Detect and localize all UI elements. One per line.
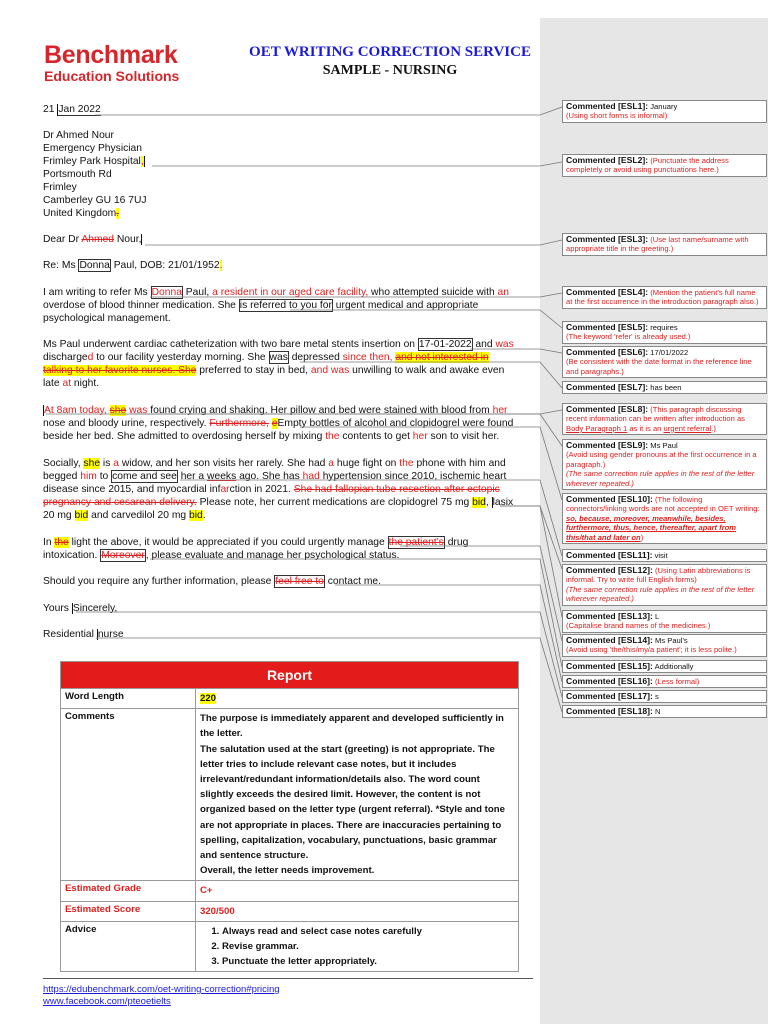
address-line: Portsmouth Rd	[43, 169, 112, 180]
comment-esl4[interactable]: Commented [ESL4]: (Mention the patient's full name at the first occurrence in the introduction paragraph also.)	[562, 286, 767, 309]
comment-esl17[interactable]: Commented [ESL17]: s	[562, 690, 767, 703]
paragraph-4: Socially, she is a widow, and her son visits her rarely. She had a huge fight on the phone with him and begged him to come and see her a weeks ago. She has had hypertension since 2010, ischemic heart disease since 2015, and myocardial infarction in 2021. She had fallopian tube resection after ectopic pregnancy and cesarean delivery. Please note, her current medications are clopidogrel 75 mg bid, lasix 20 mg bid and carvedilol 20 mg bid.	[43, 458, 514, 521]
comment-esl12[interactable]: Commented [ESL12]: (Using Latin abbreviations is informal. Try to write full English forms) (The same correction rule applies in the rest of the letter wherever repeated.)	[562, 564, 767, 606]
address-line: Frimley	[43, 182, 77, 193]
score-label: Estimated Score	[61, 902, 196, 921]
report-title: Report	[61, 662, 518, 688]
hospital-name: Frimley Park Hospital	[43, 156, 141, 167]
comment-esl5[interactable]: Commented [ESL5]: requires (The keyword 'refer' is already used.)	[562, 321, 767, 344]
comment-esl3[interactable]: Commented [ESL3]: (Use last name/surname with appropriate title in the greeting.)	[562, 233, 767, 256]
salut-suffix: Nour,	[113, 234, 142, 245]
strike-ahmed: Ahmed	[81, 234, 114, 245]
paragraph-6: Should you require any further information, please feel free to contact me.	[43, 576, 381, 587]
comment-esl13[interactable]: Commented [ESL13]: L (Capitalise brand names of the medicines.)	[562, 610, 767, 633]
comment-text: The purpose is immediately apparent and developed sufficiently in the letter.	[200, 713, 504, 740]
country: United Kingdom	[43, 208, 117, 219]
paragraph-2: Ms Paul underwent cardiac catheterization with two bare metal stents insertion on 17-01-2022 and was discharged to our facility yesterday morning. She was depressed since then, and not interested in talking to her favorite nurses. She preferred to stay in bed, and was unwilling to walk and awake even late at night.	[43, 339, 514, 389]
comment-esl16[interactable]: Commented [ESL16]: (Less formal)	[562, 675, 767, 688]
closing: Yours Sincerely,	[43, 603, 118, 614]
advice-item: 3. Punctuate the letter appropriately.	[222, 954, 514, 969]
paragraph-1: I am writing to refer Ms Donna Paul, a resident in our aged care facility, who attempted suicide with an overdose of blood thinner medication. She is referred to you for urgent medical and appropriate psychological management.	[43, 287, 510, 324]
address-line: Dr Ahmed Nour	[43, 130, 114, 141]
facebook-link[interactable]: www.facebook.com/pteoetielts	[43, 996, 171, 1007]
word-length-value: 220	[200, 693, 217, 704]
score-value: 320/500	[200, 905, 235, 917]
sample-title: SAMPLE - NURSING	[322, 63, 458, 78]
comment-esl7[interactable]: Commented [ESL7]: has been	[562, 381, 767, 394]
comment-esl14[interactable]: Commented [ESL14]: Ms Paul's (Avoid using 'the/this/my/a patient'; it is less polite.)	[562, 634, 767, 657]
paragraph-3: At 8am today, she was found crying and shaking. Her pillow and bed were stained with blood from her nose and bloody urine, respectively. Furthermore, eEmpty bottles of alcohol and clopidogrel were found beside her bed. She admitted to overdosing herself by mixing the contents to get her son to visit her.	[43, 405, 514, 442]
service-title: OET WRITING CORRECTION SERVICE	[249, 44, 531, 60]
comment-esl8[interactable]: Commented [ESL8]: (This paragraph discussing recent information can be written after introduction as Body Paragraph 1 as it is an urgent referral.)	[562, 403, 767, 435]
address-line: Camberley GU 16 7UJ	[43, 195, 147, 206]
comment-esl11[interactable]: Commented [ESL11]: visit	[562, 549, 767, 562]
date-day: 21	[43, 104, 58, 115]
date-month[interactable]: Jan 2022	[58, 104, 101, 115]
comment-esl1[interactable]: Commented [ESL1]: January (Using short forms is informal)	[562, 100, 767, 123]
advice-item: 1. Always read and select case notes carefully	[222, 924, 514, 939]
paragraph-5: In the light the above, it would be appreciated if you could urgently manage the patient's drug intoxication. Moreover, please evaluate and manage her psychological status.	[43, 537, 469, 561]
brand-name: Benchmark	[44, 41, 178, 69]
dot-mark: .	[116, 208, 120, 219]
brand-sub: Education Solutions	[44, 68, 180, 84]
re-name: Donna	[79, 260, 110, 271]
signature: Residential nurse	[43, 629, 124, 640]
comments-label: Comments	[61, 709, 196, 880]
comment-esl2[interactable]: Commented [ESL2]: (Punctuate the address completely or avoid using punctuations here.)	[562, 154, 767, 177]
comment-esl10[interactable]: Commented [ESL10]: (The following connectors/linking words are not accepted in OET writing: so, because, moreover, meanwhile, besides, furthermore, thus, hence, thereafter, apart from this/that and later on)	[562, 493, 767, 544]
address-line: Emergency Physician	[43, 143, 143, 154]
comment-text: Overall, the letter needs improvement.	[200, 865, 375, 877]
re-rest: Paul, DOB: 21/01/1952	[110, 260, 220, 271]
word-length-label: Word Length	[61, 689, 196, 708]
comment-text: The salutation used at the start (greeting) is not appropriate. The letter tries to include relevant case notes, but it includes irrelevant/redundant information/details also. The word count slightly exceeds the desired limit. However, the content is not organized based on the letter type (urgent referral). *Style and tone are not appropriate in places. There are inaccuracies pertaining to spelling, capitalization, vocabulary, punctuations, basic grammar and sentence structure.	[200, 743, 505, 862]
pricing-link[interactable]: https://edubenchmark.com/oet-writing-correction#pricing	[43, 984, 280, 995]
re-prefix: Re: Ms	[43, 260, 79, 271]
re-dot: .	[219, 260, 223, 271]
comment-esl6[interactable]: Commented [ESL6]: 17/01/2022 (Be consistent with the date format in the reference line and paragraphs.)	[562, 346, 767, 378]
salut-prefix: Dear Dr	[43, 234, 82, 245]
grade-value: C+	[200, 885, 213, 897]
comment-esl15[interactable]: Commented [ESL15]: Additionally	[562, 660, 767, 673]
comma-mark: ,	[140, 156, 144, 167]
advice-item: 2. Revise grammar.	[222, 939, 514, 954]
advice-label: Advice	[61, 922, 196, 971]
comment-esl18[interactable]: Commented [ESL18]: N	[562, 705, 767, 718]
grade-label: Estimated Grade	[61, 881, 196, 900]
comment-esl9[interactable]: Commented [ESL9]: Ms Paul (Avoid using gender pronouns at the first occurrence in a paragraph.) (The same correction rule applies in the rest of the letter wherever repeated.)	[562, 439, 767, 490]
